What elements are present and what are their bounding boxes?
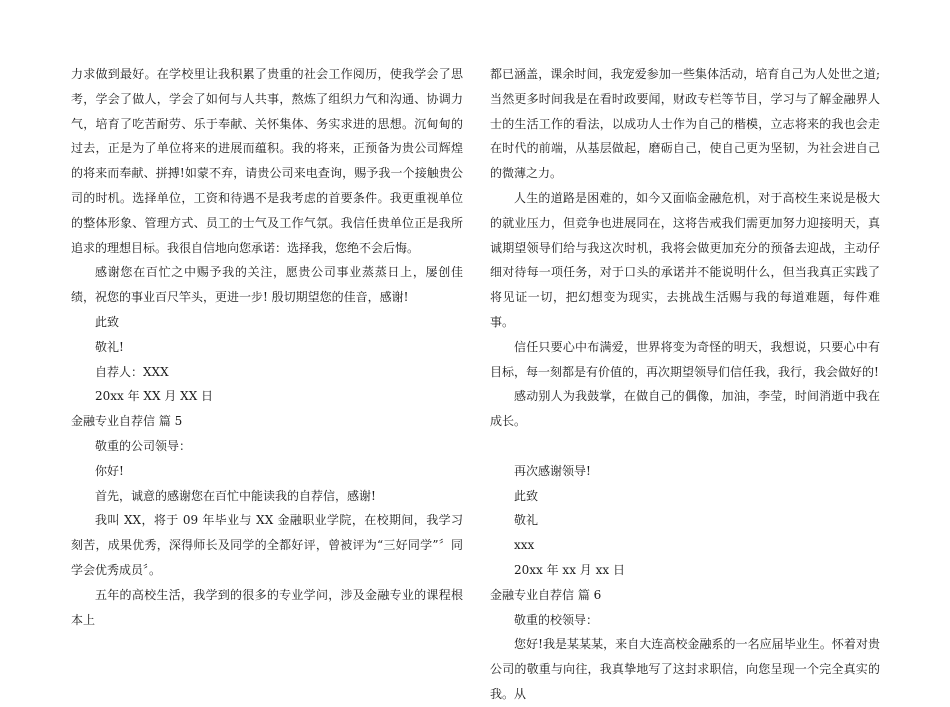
right-paragraph-4: 感动别人为我鼓掌，在做自己的偶像，加油，李莹，时间消逝中我在成长。 (490, 389, 880, 429)
left-paragraph-1: 力求做到最好。在学校里让我积累了贵重的社会工作阅历，使我学会了思考，学会了做人，学会了如何与人共事，熬炼了组织力气和沟通、协调力气，培育了吃苦耐劳、乐于奉献、关怀集体、务实求进的思想。沉甸甸的过去，正是为了单位将来的进展而蕴积。我的将来，正预备为贵公司辉煌的将来而奉献、拼搏!如蒙不弃，请贵公司来电查询，赐予我一个接触贵公司的时机。选择单位，工资和待遇不是我考虑的首要条件。我更重视单位的整体形象、管理方式、员工的士气及工作气氛。我信任贵单位正是我所追求的理想目标。我很自信地向您承诺：选择我，您绝不会后悔。 (71, 67, 463, 255)
blank-line (490, 434, 880, 459)
left-paragraph-2: 感谢您在百忙之中赐予我的关注，愿贵公司事业蒸蒸日上，屡创佳绩，祝您的事业百尺竿头，更进一步! 殷切期望您的佳音，感谢! (71, 265, 463, 305)
greeting-line: 你好! (95, 463, 124, 478)
closing-line-1: 此致 (514, 488, 539, 503)
thanks-line: 再次感谢领导! (514, 463, 591, 478)
left-paragraph-4: 我叫 XX，将于 09 年毕业与 XX 金融职业学院，在校期间，我学习刻苦，成果优秀，深得师长及同学的全都好评，曾被评为“三好同学”〞同学会优秀成员〞。 (71, 513, 463, 577)
salutation-line: 敬重的公司领导： (95, 438, 192, 453)
left-paragraph-3: 首先，诚意的感谢您在百忙中能读我的自荐信，感谢! (95, 488, 376, 503)
section-title-5: 金融专业自荐信 篇 5 (71, 414, 183, 429)
closing-line-2: 敬礼 (514, 513, 539, 528)
section-title-6: 金融专业自荐信 篇 6 (490, 587, 602, 602)
date-line: 20xx 年 xx 月 xx 日 (514, 562, 625, 577)
left-paragraph-5: 五年的高校生活，我学到的很多的专业学问，涉及金融专业的课程根本上 (71, 587, 463, 627)
left-column (71, 62, 463, 632)
date-line: 20xx 年 XX 月 XX 日 (95, 389, 214, 404)
closing-line-1: 此致 (95, 314, 120, 329)
salutation-line: 敬重的校领导： (514, 612, 599, 627)
right-paragraph-2: 人生的道路是困难的，如今又面临金融危机，对于高校生来说是极大的就业压力，但竞争也进展同在，这将告戒我们需更加努力迎接明天，真诚期望领导们给与我这次时机，我将会做更加充分的预备去迎战，主动仔细对待每一项任务，对于口头的承诺并不能说明什么，但当我真正实践了将见证一切，把幻想变为现实，去挑战生活赐与我的每道难题，每件难事。 (490, 190, 880, 329)
signer-line: xxx (514, 538, 535, 553)
closing-line-2: 敬礼! (95, 339, 124, 354)
right-paragraph-5: 您好!我是某某某，来自大连高校金融系的一名应届毕业生。怀着对贵公司的敬重与向往，我真挚地写了这封求职信，向您呈现一个完全真实的我。从 (490, 637, 880, 701)
right-paragraph-3: 信任只要心中布满爱，世界将变为奇怪的明天，我想说，只要心中有目标，每一刻都是有价值的，再次期望领导们信任我，我行，我会做好的! (490, 339, 880, 379)
right-paragraph-1: 都已涵盖，课余时间，我宠爱参加一些集体活动，培育自己为人处世之道;当然更多时间我是在看时政要闻，财政专栏等节目，学习与了解金融界人士的生活工作的看法，以成功人士作为自己的楷模，立志将来的我也会走在时代的前端，从基层做起，磨砺自己，使自己更为坚韧，为社会进自己的微薄之力。 (490, 67, 880, 181)
signer-line: 自荐人：XXX (95, 364, 169, 379)
right-column (490, 62, 880, 707)
